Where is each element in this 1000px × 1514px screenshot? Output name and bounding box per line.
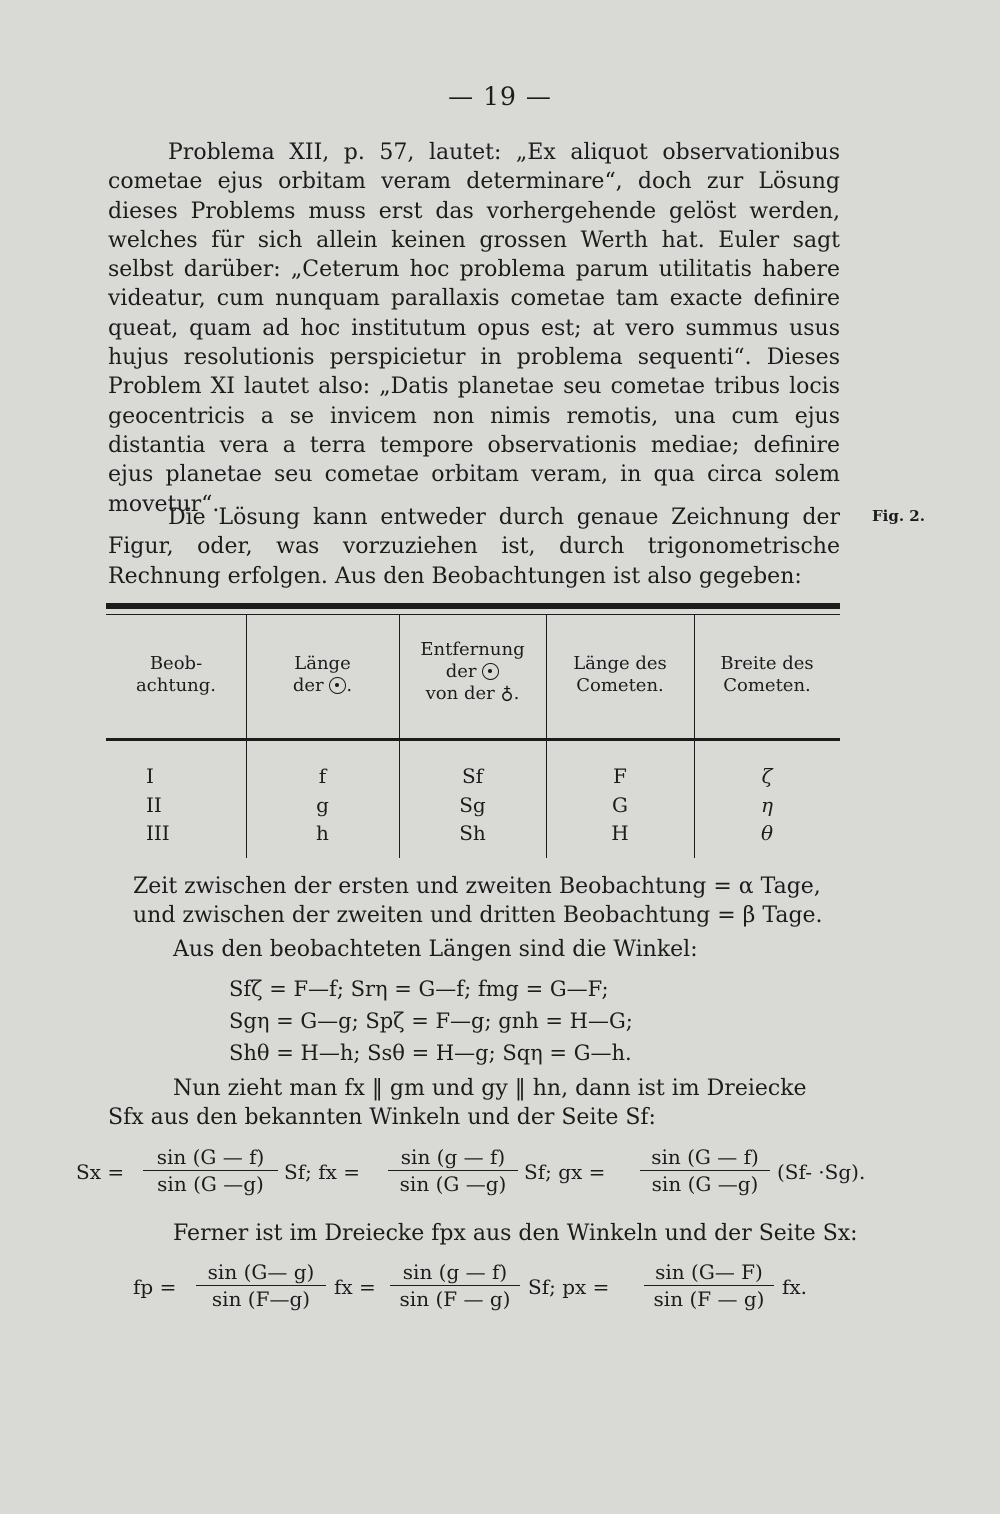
header-line: der [399,661,546,683]
paragraph-problem-xii: Problema XII, p. 57, lautet: „Ex aliquot observationibus cometae ejus orbitam veram determinare“, doch zur Lösung dieses Problems muss erst das vorhergehende gelöst werden, welches für sich allein keinen grossen Werth hat. Euler sagt selbst darüber: „Ceterum hoc problema parum utilitatis habere videatur, cum nunquam parallaxis cometae tam exacte definire queat, quam ad hoc institutum opus est; at vero summus usus hujus resolutionis perspicietur in problema sequenti“. Dieses Problem XI lautet also: „Datis planetae seu cometae tribus locis geocentricis a se invicem non nimis remotis, una cum ejus distantia vera a terra tempore observationis mediae; definire ejus planetae seu cometae orbitam veram, in qua circa solem movetur“. [108,140,840,517]
header-line: Beob- [149,653,203,674]
cell: G [612,793,628,817]
header-line: Breite des [720,653,814,674]
header-line: Cometen. [723,675,811,696]
cell: η [761,793,773,817]
fraction-denominator: sin (G —g) [651,1172,759,1196]
header-line: Entfernung [420,639,525,660]
formula-term: Sf; px = [528,1275,610,1299]
formula-term: fx. [782,1275,808,1299]
cell: θ [760,821,774,845]
fraction [644,1260,774,1311]
text-line-nun-1: Nun zieht man fx ‖ gm und gy ‖ hn, dann ist im Dreiecke [173,1076,807,1101]
paragraph-loesung: Die Lösung kann entweder durch genaue Zeichnung der Figur, oder, was vorzuziehen ist, durch trigonometrische Rechnung erfolgen. Aus den Beobachtungen ist also gegeben: [108,505,840,589]
text-line-ferner: Ferner ist im Dreiecke fpx aus den Winkeln und der Seite Sx: [173,1221,858,1246]
cell: Sh [459,821,486,845]
table-top-thin-rule [106,614,840,615]
fraction-numerator: sin (G — f) [640,1145,770,1171]
cell: I [146,764,154,788]
cell: III [146,821,170,845]
cell: II [146,793,162,817]
fraction-numerator: sin (g — f) [388,1145,518,1171]
header-line: der . [292,675,353,696]
sun-symbol-icon [482,663,499,680]
header-line: Länge [294,653,351,674]
fraction-numerator: sin (G — f) [143,1145,278,1171]
figure-reference: Fig. 2. [872,507,925,525]
header-laenge-sonne [246,653,399,697]
earth-symbol-icon: ♁ [500,683,514,704]
fraction-numerator: sin (G— F) [644,1260,774,1286]
header-line: Cometen. [576,675,664,696]
header-beobachtung [106,653,246,697]
formula-term: Sf; fx = [284,1160,360,1184]
fraction-numerator: sin (G— g) [196,1260,326,1286]
cell: h [316,821,329,845]
fraction-denominator: sin (F — g) [653,1287,765,1311]
text-line-zeit-1: Zeit zwischen der ersten und zweiten Beobachtung = α Tage, [133,874,821,899]
fraction-denominator: sin (G —g) [157,1172,264,1196]
fraction [143,1145,278,1196]
fraction [390,1260,520,1311]
cell: ζ [761,764,773,788]
header-line: von der ♁. [425,683,520,704]
cell: Sg [459,793,486,817]
header-breite-cometen [694,653,840,697]
fraction [196,1260,326,1311]
cell: g [316,793,329,817]
formula-term: Sx = [76,1160,125,1184]
text-line-winkel-intro: Aus den beobachteten Längen sind die Winkel: [173,937,698,962]
header-entfernung [399,639,546,705]
angle-equations-row-1: Sfζ = F—f; Srη = G—f; fmg = G—F; [229,977,609,1001]
fraction [640,1145,770,1196]
fraction-denominator: sin (G —g) [399,1172,507,1196]
text-line-nun-2: Sfx aus den bekannten Winkeln und der Seite Sf: [108,1105,656,1130]
cell: f [318,764,327,788]
angle-equations-row-2: Sgη = G—g; Spζ = F—g; gnh = H—G; [229,1009,633,1033]
formula-term: fx = [334,1275,376,1299]
formula-term: (Sf- ·Sg). [777,1160,866,1184]
cell: H [611,821,629,845]
text-line-zeit-2: und zwischen der zweiten und dritten Beobachtung = β Tage. [133,903,823,928]
fraction [388,1145,518,1196]
table-header-rule [106,738,840,741]
cell: F [613,764,627,788]
cell: Sf [461,764,484,788]
formula-term: Sf; gx = [524,1160,606,1184]
fraction-numerator: sin (g — f) [390,1260,520,1286]
table-top-rule [106,603,840,609]
header-line: achtung. [135,675,217,696]
sun-symbol-icon [329,677,346,694]
header-laenge-cometen [546,653,694,697]
fraction-denominator: sin (F—g) [211,1287,311,1311]
formula-term: fp = [133,1275,177,1299]
header-line: Länge des [573,653,667,674]
angle-equations-row-3: Shθ = H—h; Ssθ = H—g; Sqη = G—h. [229,1041,632,1065]
fraction-denominator: sin (F — g) [399,1287,511,1311]
page-number: — 19 — [448,82,552,111]
